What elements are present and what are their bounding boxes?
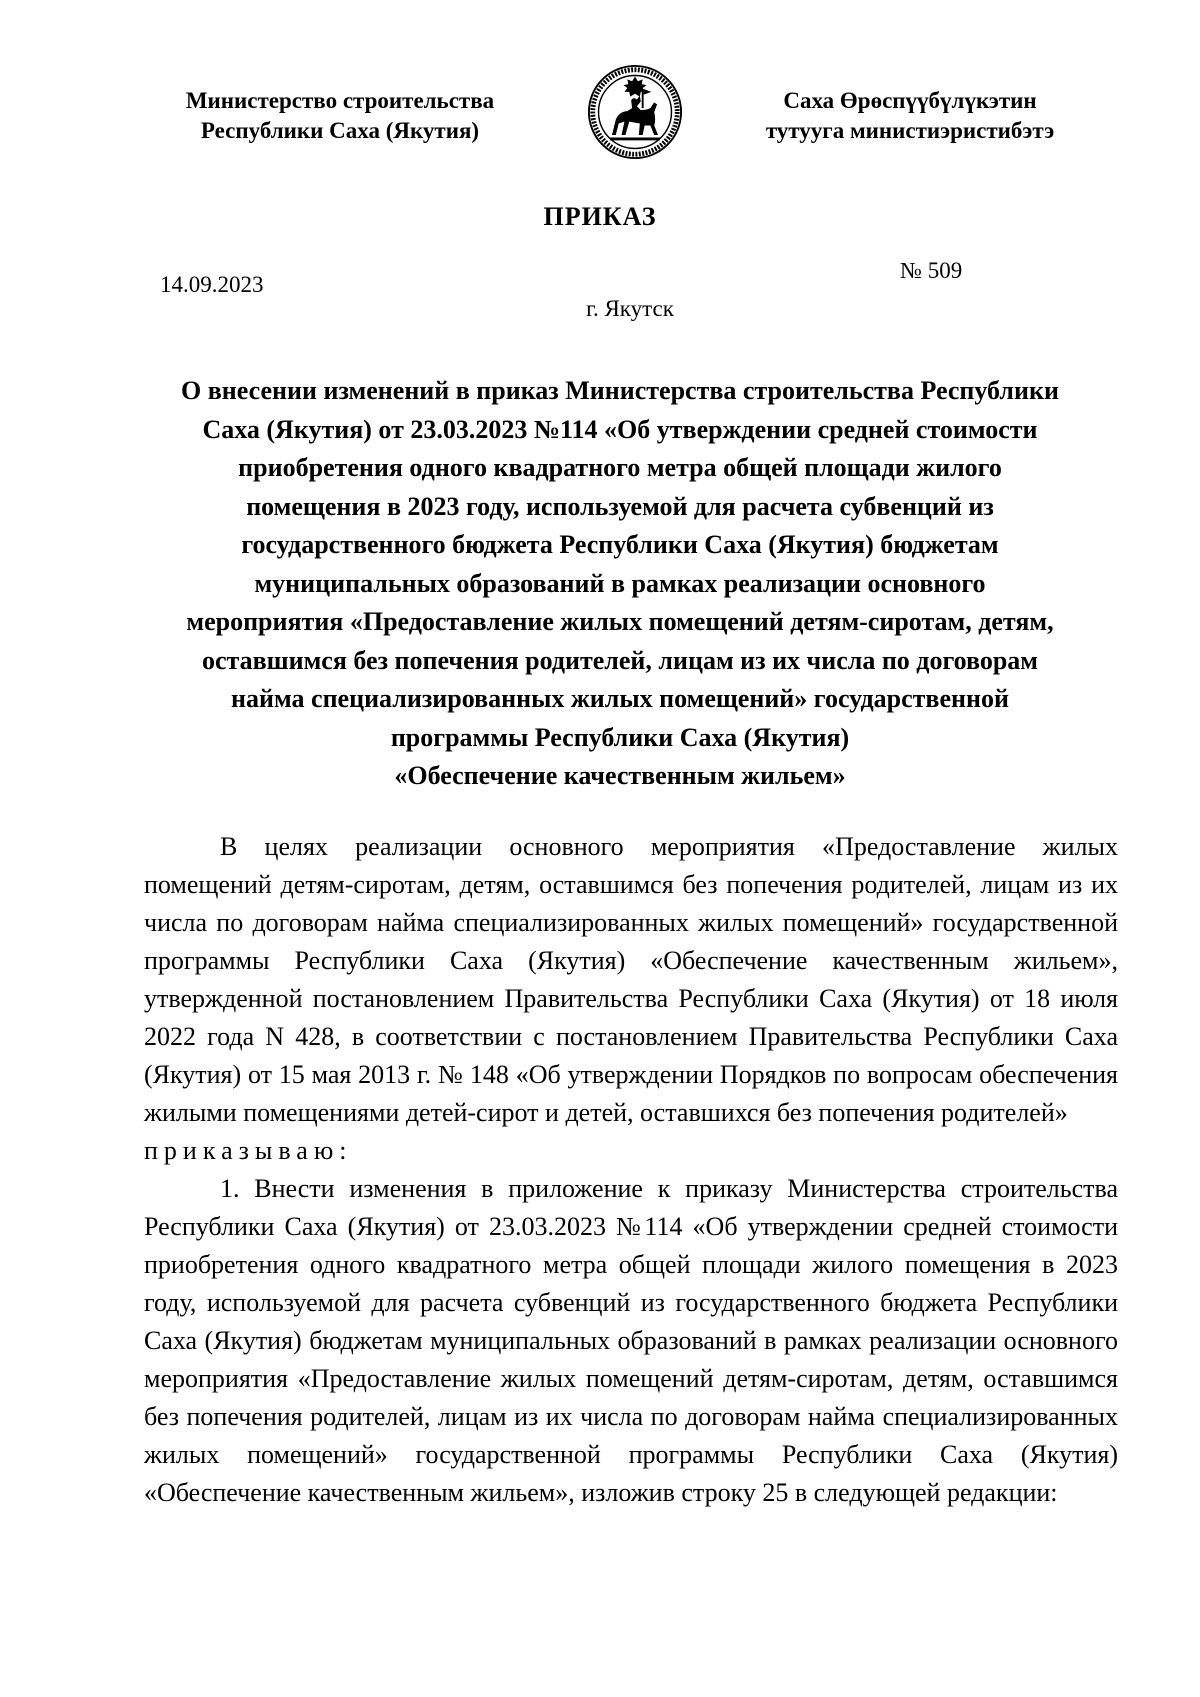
order-title-line: программы Республики Саха (Якутия) <box>390 722 850 752</box>
order-title-line: О внесении изменений в приказ Министерства строительства Республики <box>181 376 1059 405</box>
coat-of-arms-sakha-icon <box>587 64 683 160</box>
ministry-name-russian-line-2: Республики Саха (Якутия) <box>200 118 480 143</box>
ministry-name-russian <box>160 86 520 146</box>
order-title-line: Саха (Якутия) от 23.03.2023 №114 «Об утверждении средней стоимости <box>202 414 1038 444</box>
ministry-name-sakha-line-1: Саха Өрөспүүбүлүкэтин <box>783 88 1037 113</box>
order-title-line: помещения в 2023 году, используемой для расчета субвенций из <box>246 491 994 521</box>
order-directive: приказываю: <box>144 1136 353 1165</box>
document-date: 14.09.2023 <box>160 272 264 297</box>
preamble-paragraph: В целях реализации основного мероприятия «Предоставление жилых помещений детям-сиротам, детям, оставшимся без попечения родителей, лицам из их числа по договорам найма специализированных жилых помещений» государственной программы Республики Саха (Якутия) «Обеспечение качественным жильем», утвержденной постановлением Правительства Республики Саха (Якутия) от 18 июля 2022 года N 428, в соответствии с постановлением Правительства Республики Саха (Якутия) от 15 мая 2013 г. № 148 «Об утверждении Порядков по вопросам обеспечения жилыми помещениями детей-сирот и детей, оставшихся без попечения родителей» <box>144 832 1118 1127</box>
order-title-line: государственного бюджета Республики Саха (Якутия) бюджетам <box>241 530 999 559</box>
order-title-line: найма специализированных жилых помещений» государственной <box>231 684 1009 713</box>
order-title <box>130 372 1110 796</box>
order-title-line: муниципальных образований в рамках реализации основного <box>254 568 986 598</box>
order-item-1: 1. Внести изменения в приложение к приказу Министерства строительства Республики Саха (Якутия) от 23.03.2023 №114 «Об утверждении средней стоимости приобретения одного квадратного метра общей площади жилого помещения в 2023 году, используемой для расчета субвенций из государственного бюджета Республики Саха (Якутия) бюджетам муниципальных образований в рамках реализации основного мероприятия «Предоставление жилых помещений детям-сиротам, детям, оставшимся без попечения родителей, лицам из их числа по договорам найма специализированных жилых помещений» государственной программы Республики Саха (Якутия) «Обеспечение качественным жильем», изложив строку 25 в следующей редакции: <box>144 1174 1118 1507</box>
order-title-line: мероприятия «Предоставление жилых помещений детям-сиротам, детям, <box>186 607 1054 636</box>
ministry-name-sakha <box>740 86 1080 146</box>
ministry-name-russian-line-1: Министерство строительства <box>185 88 495 113</box>
order-title-line: «Обеспечение качественным жильем» <box>394 761 846 790</box>
order-title-line: приобретения одного квадратного метра общей площади жилого <box>238 453 1002 482</box>
document-city: г. Якутск <box>586 296 674 321</box>
document-number: № 509 <box>900 258 963 283</box>
order-title-line: оставшимся без попечения родителей, лицам из их числа по договорам <box>201 645 1039 675</box>
order-body <box>144 828 1118 1512</box>
ministry-name-sakha-line-2: тутууга министиэристибэтэ <box>765 118 1055 143</box>
document-type-heading: ПРИКАЗ <box>543 202 657 231</box>
